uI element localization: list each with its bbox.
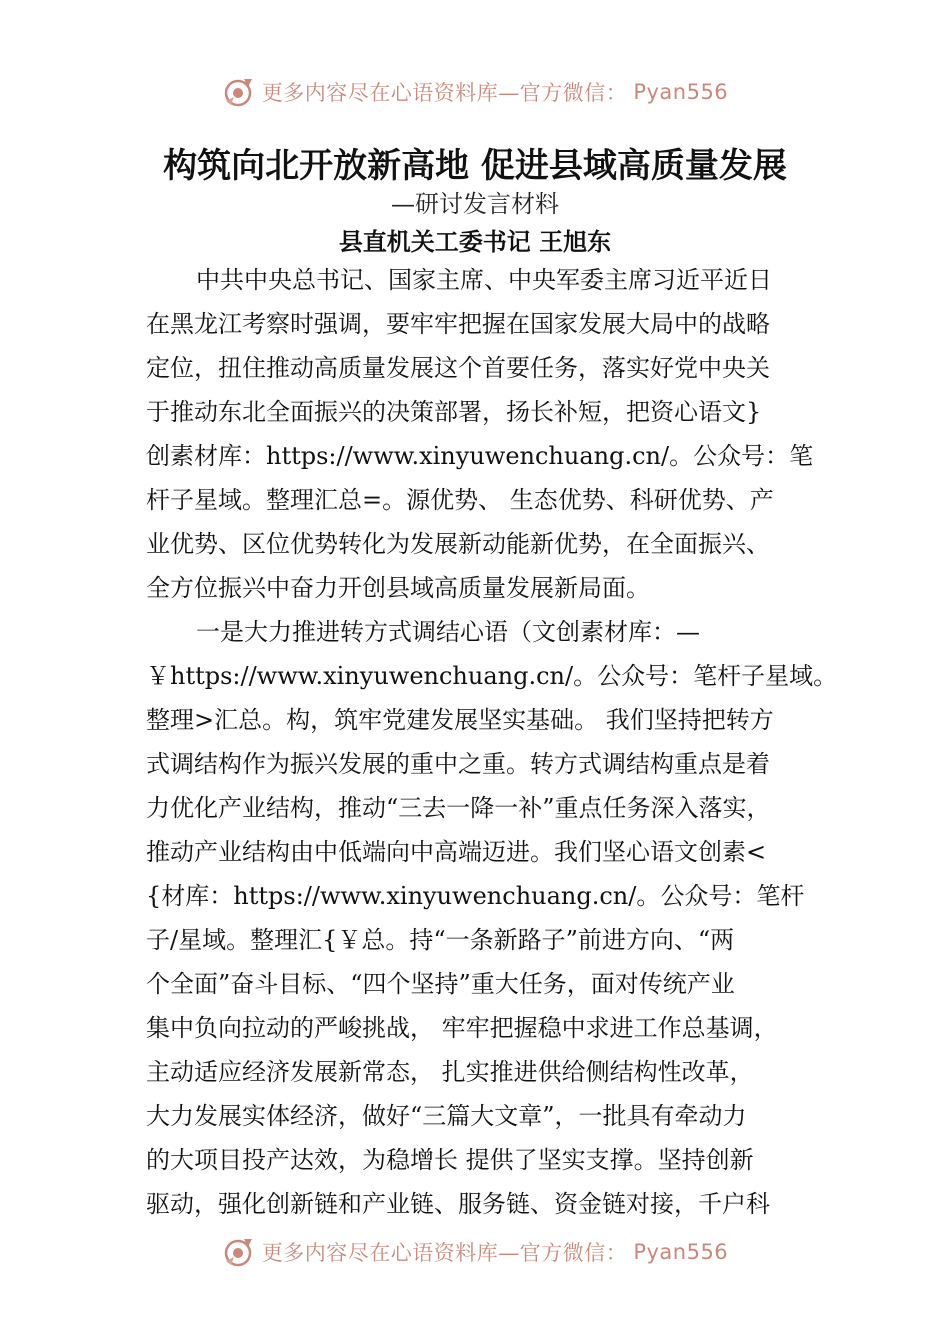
- body-line: 推动产业结构由中低端向中高端迈进。我们坚心语文创素<: [146, 838, 767, 866]
- body-line: {材库：https://www.xinyuwenchuang.cn/。公众号：笔杆: [146, 882, 805, 910]
- body-line: 个全面”奋斗目标、“四个坚持”重大任务，面对传统产业: [146, 970, 735, 998]
- logo-icon: [222, 1235, 256, 1269]
- body-line: 整理>汇总。构，筑牢党建发展坚实基础。 我们坚持把转方: [146, 706, 774, 734]
- body-line: 大力发展实体经济，做好“三篇大文章”，一批具有牵动力: [146, 1102, 747, 1130]
- body-line: 子/星域。整理汇{￥总。持“一条新路子”前进方向、“两: [146, 926, 735, 954]
- document-author: 县直机关工委书记 王旭东: [338, 228, 612, 256]
- logo-icon: [222, 75, 256, 109]
- body-line: 的大项目投产达效，为稳增长 提供了坚实支撑。坚持创新: [146, 1146, 754, 1174]
- body-line: 创素材库：https://www.xinyuwenchuang.cn/。公众号：笔: [146, 442, 814, 470]
- body-line: 力优化产业结构，推动“三去一降一补”重点任务深入落实，: [146, 794, 771, 822]
- body-line: 主动适应经济发展新常态， 扎实推进供给侧结构性改革，: [146, 1058, 754, 1086]
- watermark-text: 更多内容尽在心语资料库—官方微信：: [261, 1241, 628, 1265]
- document-body: [146, 258, 836, 1226]
- body-line: 一是大力推进转方式调结心语（文创素材库：—: [196, 618, 700, 646]
- body-line: 中共中央总书记、国家主席、中央军委主席习近平近日: [196, 266, 772, 294]
- document-title: 构筑向北开放新高地 促进县域高质量发展: [163, 146, 787, 186]
- watermark-id: Pyan556: [633, 80, 729, 104]
- body-line: 业优势、区位优势转化为发展新动能新优势，在全面振兴、: [146, 530, 770, 558]
- body-line: 定位，扭住推动高质量发展这个首要任务，落实好党中央关: [146, 354, 770, 382]
- body-line: 集中负向拉动的严峻挑战， 牢牢把握稳中求进工作总基调，: [146, 1014, 778, 1042]
- body-line: ￥https://www.xinyuwenchuang.cn/。公众号：笔杆子星域。: [146, 662, 838, 690]
- body-line: 全方位振兴中奋力开创县域高质量发展新局面。: [146, 574, 650, 602]
- body-line: 式调结构作为振兴发展的重中之重。转方式调结构重点是着: [146, 750, 770, 778]
- body-line: 驱动，强化创新链和产业链、服务链、资金链对接，千户科: [146, 1190, 770, 1218]
- body-line: 于推动东北全面振兴的决策部署，扬长补短，把资心语文}: [146, 398, 762, 426]
- body-line: 在黑龙江考察时强调，要牢牢把握在国家发展大局中的战略: [146, 310, 770, 338]
- watermark-header: [0, 72, 950, 112]
- document-subtitle: —研讨发言材料: [391, 190, 559, 218]
- watermark-id: Pyan556: [633, 1240, 729, 1264]
- watermark-footer: [0, 1232, 950, 1272]
- body-line: 杆子星域。整理汇总=。源优势、 生态优势、科研优势、产: [146, 486, 774, 514]
- watermark-text: 更多内容尽在心语资料库—官方微信：: [261, 81, 628, 105]
